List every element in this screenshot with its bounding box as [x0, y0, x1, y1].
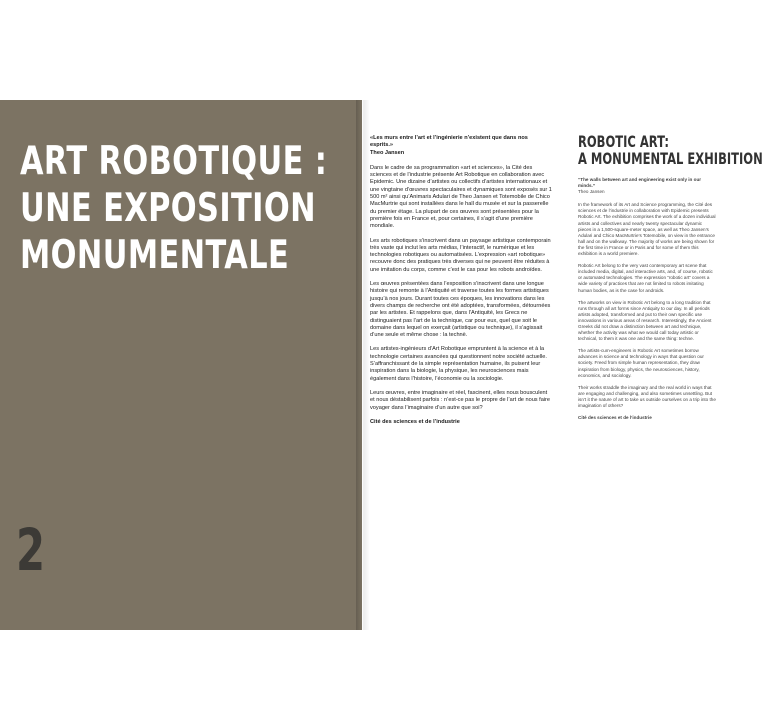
title-line: ART ROBOTIQUE : — [20, 139, 328, 184]
paragraph: Les arts robotiques s’inscrivent dans un paysage artistique contemporain très vaste qui inclut les arts médias, l’interactif, le numérique et les technologies robotiques ou automatisées. L’expression «art robotique» recouvre donc des pratiques très diverses qui ne peuvent être réduites à une imitation du corps, comme c’est le cas pour les robots androïdes. — [370, 237, 551, 273]
paragraph: Their works straddle the imaginary and the real world in ways that are engaging and challenging, and also sometimes unsettling. But isn’t it the nature of art to take us outside ourselves on a trip into the imagination of others? — [578, 384, 716, 408]
english-text-column — [578, 132, 763, 427]
signature: Cité des sciences et de l’industrie — [370, 418, 460, 425]
paragraph: Les artistes-ingénieurs d’Art Robotique empruntent à la science et à la technologie certaines avancées qui questionnent notre société actuelle. S’affranchissant de la simple représentation humaine, ils puisent leur inspiration dans la biologie, la physique, les neurosciences mais également dans l’histoire, l’économie ou la sociologie. — [370, 346, 547, 382]
paragraph: The artworks on view in Robotic Art belong to a long tradition that runs through all art forms since Antiquity to our day. In all periods artists adopted, transformed and put to their own specific use innovations in various areas of research. Interestingly, the Ancient Greeks did not draw a distinction between art and technique, whether the activity was what we would call today artistic or technical, to them it was one and the same thing: techne. — [578, 299, 712, 342]
english-body — [578, 177, 716, 421]
signature: Cité des sciences et de l’industrie — [578, 415, 652, 421]
left-page — [0, 100, 362, 630]
epigraph-author: Theo Jansen — [578, 189, 605, 195]
page-title — [20, 138, 328, 279]
paragraph: Les œuvres présentées dans l’exposition s’inscrivent dans une longue histoire qui remonte à l’Antiquité et traverse toutes les formes artistiques jusqu’à nos jours. Durant toutes ces époques, les innovations dans les divers champs de recherche ont été adoptées, transformées, détournées par les artistes. Et rappelons que, dans l’Antiquité, les Grecs ne distinguaient pas l’art de la technique, car pour eux, quel que soit le domaine dans lequel on exerçait (artistique ou technique), il s’agissait d’une seule et même chose : la technè. — [370, 281, 551, 339]
paragraph: Leurs œuvres, entre imaginaire et réel, fascinent, elles nous bousculent et nous déstabilisent parfois : n’est-ce pas le propre de l’art de nous faire voyager dans l’imaginaire d’un autre que soi? — [370, 389, 551, 411]
right-page — [362, 100, 763, 630]
paragraph: Dans le cadre de sa programmation «art et sciences», la Cité des sciences et de l’industrie présente Art Robotique en collaboration avec Epidemic. Une dizaine d’artistes ou collectifs d’artistes internationaux et une vingtaine d’œuvres spectaculaires et dynamiques sont exposés sur 1 500 m² ainsi qu’Animaris Adulari de Theo Jansen et Totemobile de Chico MacMurtrie qui sont installées dans le hall du musée et sur la passerelle du premier étage. La plupart de ces œuvres sont présentées pour la première fois en France et, pour certaines, il s’agit d’une première mondiale. — [370, 164, 552, 230]
title-line: A MONUMENTAL EXHIBITION — [578, 149, 763, 168]
title-line: MONUMENTALE — [20, 233, 290, 278]
english-title — [578, 132, 763, 168]
page-number: 2 — [16, 516, 46, 584]
epigraph-quote: «Les murs entre l’art et l’ingénierie n’existent que dans nos esprits.» — [370, 135, 528, 149]
paragraph: The artists-cum-engineers in Robotic Art sometimes borrow advances in science and technology in ways that question our society. Freed from simple human representation, they draw inspiration from biology, physics, the neurosciences, history, economics, and sociology. — [578, 348, 704, 378]
title-line: ROBOTIC ART: — [578, 132, 669, 151]
epigraph-quote: “The walls between art and engineering exist only in our minds.” — [578, 177, 702, 189]
epigraph-author: Theo Jansen — [370, 149, 405, 156]
paragraph: In the framework of its Art and Science programming, the Cité des sciences et de l’industrie in collaboration with Epidemic presents Robotic Art. The exhibition comprises the work of a dozen individual artists and collectives and nearly twenty spectacular dynamic pieces in a 1,500-square-meter space, as well as Theo Jansen’s Adulari and Chico MacMurtrie’s Totemobile, on view in the entrance hall and on the walkway. The majority of works are being shown for the first time in France or in Paris and for some of them this exhibition is a world premiere. — [578, 202, 716, 257]
french-text-column — [370, 135, 552, 433]
book-spread — [0, 100, 763, 630]
title-line: UNE EXPOSITION — [20, 186, 316, 231]
paragraph: Robotic Art belong to the very vast contemporary art scene that included media, digital, and interactive arts, and, of course, robotic or automated technologies. The expression “robotic art” covers a wide variety of practices that are not limited to robots imitating human bodies, as is the case for androids. — [578, 263, 713, 293]
